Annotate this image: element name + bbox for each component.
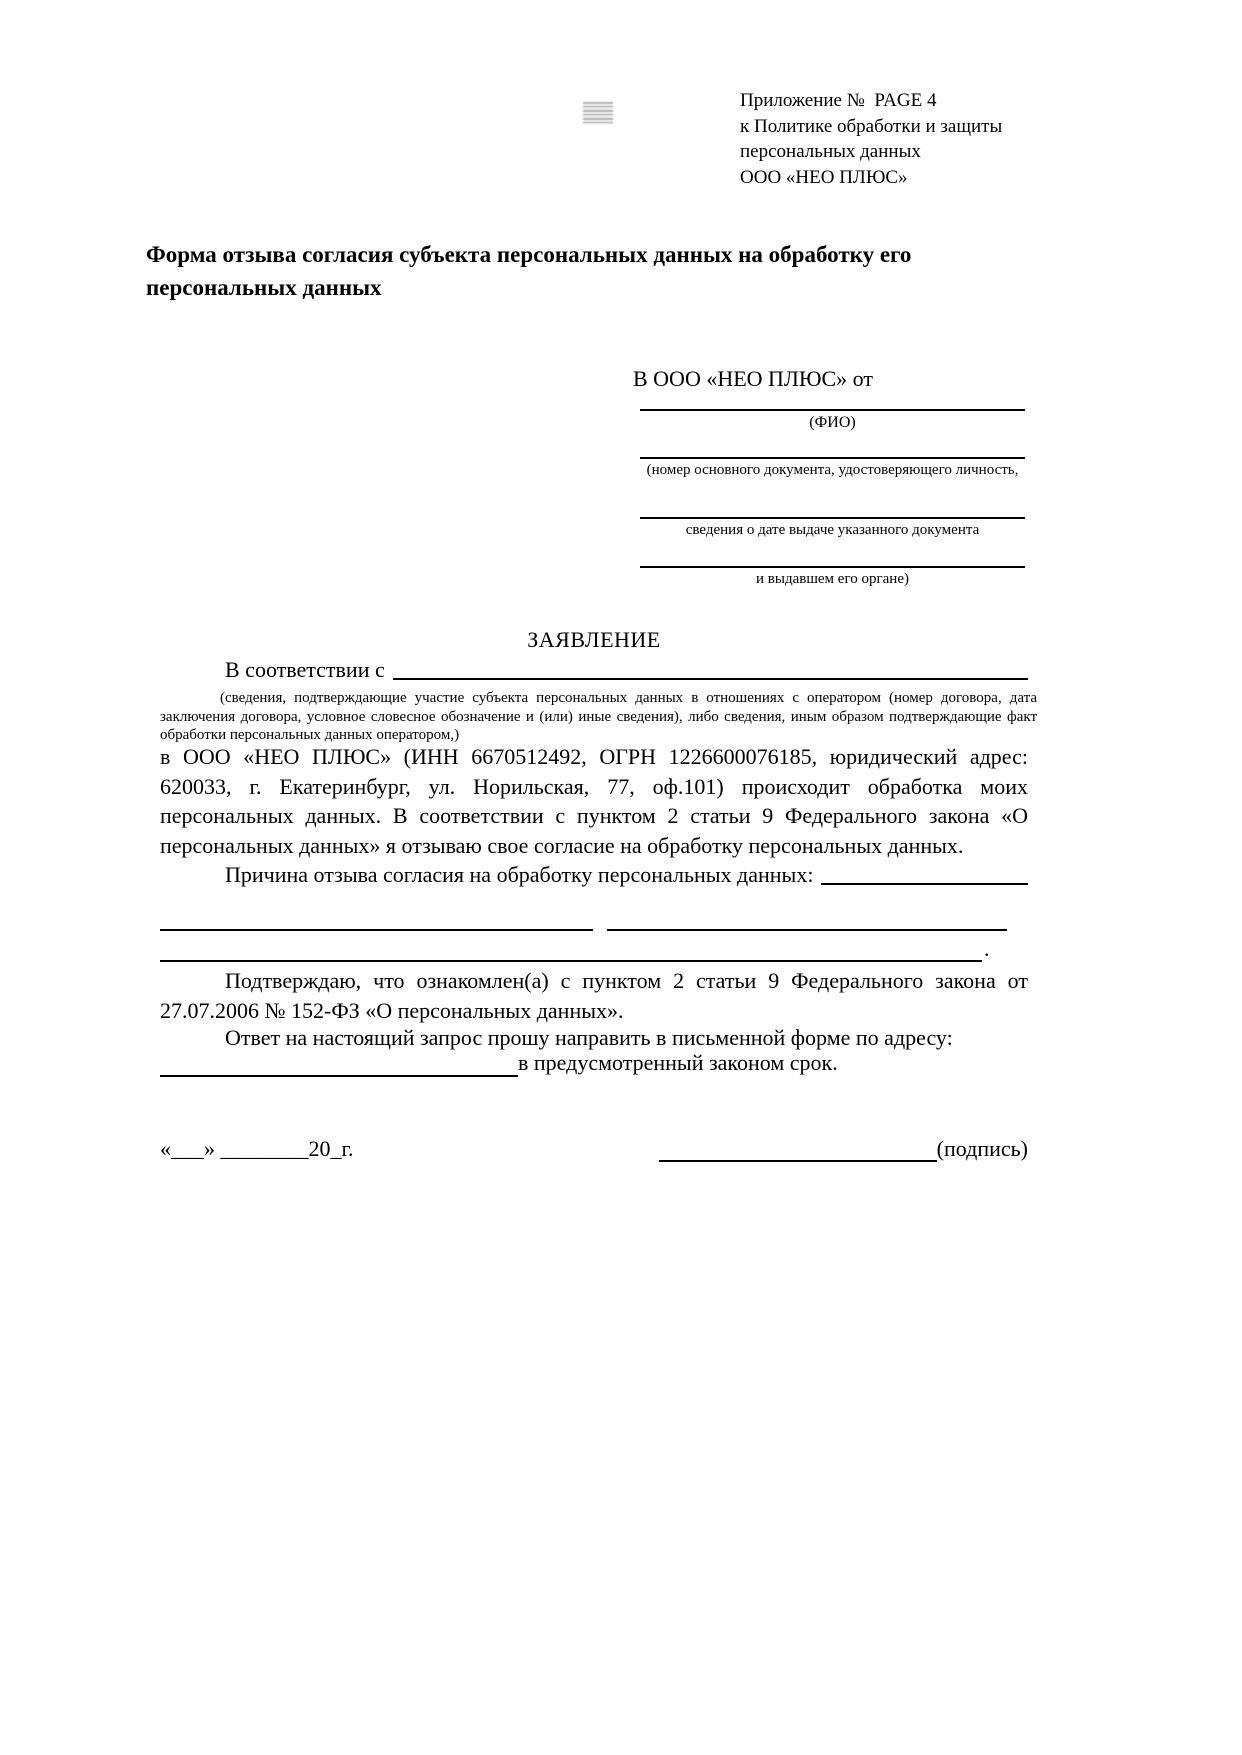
page-title: Форма отзыва согласия субъекта персональных данных на обработку его персональных данных [146, 242, 912, 300]
basis-row [160, 655, 1028, 684]
appendix-policy-line2: персональных данных [740, 141, 921, 162]
issue-date-caption: сведения о дате выдаче указанного документа [685, 522, 980, 538]
blank-line-segment [607, 910, 1007, 931]
document-number-blank-line [640, 457, 1025, 459]
basis-blank-line [393, 678, 1028, 680]
address-blank-line [160, 1051, 518, 1077]
statement-body: в ООО «НЕО ПЛЮС» (ИНН 6670512492, ОГРН 1226600076185, юридический адрес: 620033, г. Екатеринбург, ул. Норильская, 77, оф.101) происходит обработка моих персональных данных. В соответствии с пунктом 2 статьи 9 Федерального закона «О персональных данных» я отзываю свое согласие на обработку персональных данных. [160, 744, 1028, 858]
embedded-object-icon [583, 102, 613, 124]
reason-label: Причина отзыва согласия на обработку персональных данных: [225, 862, 814, 887]
document-number-caption: (номер основного документа, удостоверяющего личность, [646, 462, 1019, 478]
issuing-authority-blank-line [640, 566, 1025, 568]
reply-address-row [160, 1048, 1028, 1077]
signature-blank-line [659, 1136, 937, 1162]
issue-date-blank-line [640, 517, 1025, 519]
reason-row [160, 860, 1028, 889]
date-blank-text: «___» ________20_г. [160, 1136, 354, 1161]
reason-continuation-line-2 [160, 936, 1028, 962]
appendix-company-line: ООО «НЕО ПЛЮС» [740, 166, 908, 188]
confirmation-paragraph: Подтверждаю, что ознакомлен(а) с пунктом 2 статьи 9 Федерального закона от 27.07.2006 № 152-ФЗ «О персональных данных». [160, 968, 1028, 1023]
sentence-period: . [984, 936, 990, 961]
addressee-line: В ООО «НЕО ПЛЮС» от [633, 366, 873, 391]
addressee-fields [640, 400, 1025, 605]
reply-tail-text: в предусмотренный законом срок. [518, 1050, 838, 1075]
appendix-number-line: Приложение № PAGE 4 [740, 90, 937, 111]
signature-caption: (подпись) [936, 1136, 1028, 1161]
reason-blank-line [821, 883, 1028, 885]
reply-request-line: Ответ на настоящий запрос прошу направить в письменной форме по адресу: [225, 1025, 953, 1050]
signature-group [659, 1136, 1028, 1162]
appendix-header [740, 88, 1002, 190]
blank-line-segment [160, 941, 982, 962]
fio-caption: (ФИО) [809, 414, 856, 431]
basis-footnote: (сведения, подтверждающие участие субъекта персональных данных в отношениях с оператором (номер договора, дата заключения договора, условное словесное обозначение и (или) иные сведения), либо сведения, иным образом подтверждающие факт обработки персональных данных оператором,) [160, 690, 1037, 743]
statement-heading: ЗАЯВЛЕНИЕ [527, 627, 661, 652]
fio-blank-line [640, 409, 1025, 411]
basis-label: В соответствии с [225, 657, 385, 682]
blank-line-segment [160, 910, 593, 931]
appendix-policy-line: к Политике обработки и защиты [740, 115, 1003, 137]
issuing-authority-caption: и выдавшем его органе) [756, 571, 909, 587]
date-signature-row [160, 1136, 1028, 1162]
reason-continuation-line-1 [160, 910, 1007, 931]
